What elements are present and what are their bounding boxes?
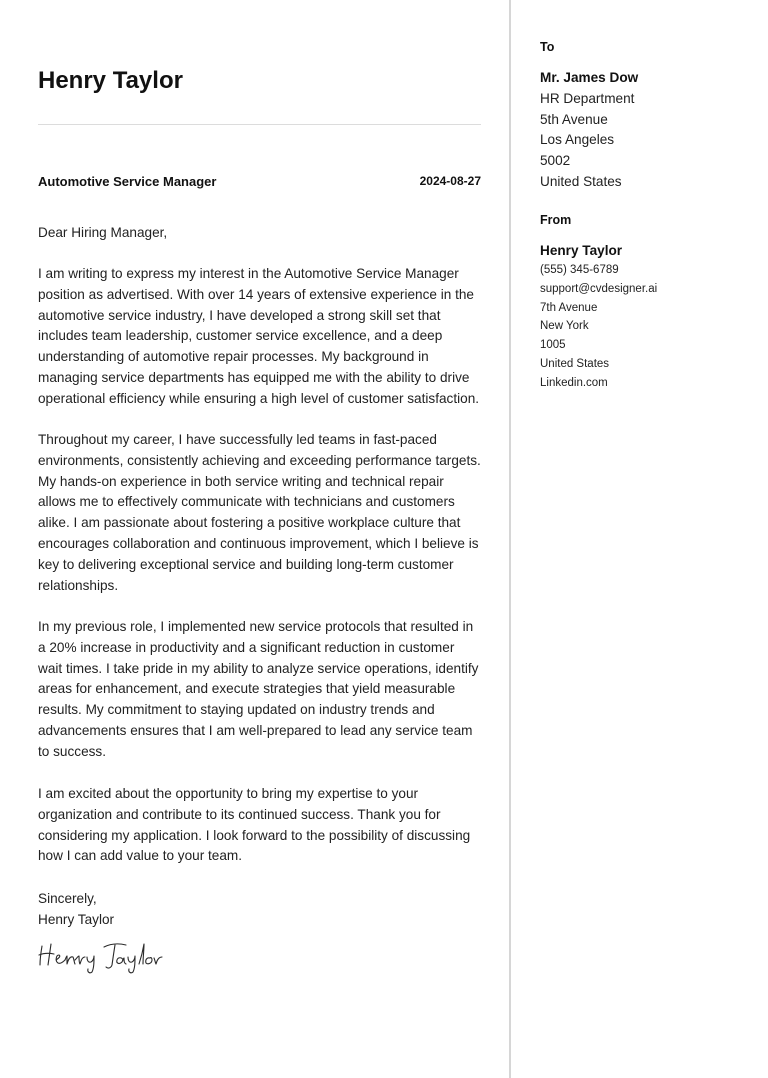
letter-paragraph-1: I am writing to express my interest in the Automotive Service Manager position as advertised. With over 14 years of extensive experience in the automotive service industry, I have developed a strong skill set that includes team leadership, customer service excellence, and a deep understanding of automotive repair processes. My background in managing service departments has equipped me with the ability to drive operational efficiency while ensuring a high level of customer satisfaction.: [38, 266, 480, 406]
sender-country: United States: [540, 357, 610, 370]
column-divider: [509, 0, 511, 1078]
job-title-row: [38, 174, 481, 192]
recipient-country: United States: [540, 173, 622, 189]
job-title: Automotive Service Manager: [38, 174, 217, 189]
closing-name: Henry Taylor: [38, 911, 115, 927]
sender-street: 7th Avenue: [540, 301, 598, 314]
letter-greeting: Dear Hiring Manager,: [38, 225, 168, 240]
closing-salutation: Sincerely,: [38, 891, 97, 906]
recipient-address: [540, 68, 638, 193]
letter-paragraph-2: Throughout my career, I have successfully led teams in fast-paced environments, consistently achieving and exceeding performance targets. My hands-on experience in both service writing and technical repair allows me to effectively communicate with technicians and customers alike. I am passionate about fostering a positive workplace culture that encourages collaboration and continuous improvement, which I believe is key to delivering exceptional service and building long-term customer relationships.: [38, 432, 481, 593]
sender-contact: [540, 241, 657, 393]
recipient-street: 5th Avenue: [540, 111, 608, 127]
to-label: To: [540, 40, 555, 54]
sender-zip: 1005: [540, 339, 566, 352]
sender-email: support@cvdesigner.ai: [540, 282, 658, 295]
header-divider: [38, 124, 481, 125]
recipient-city: Los Angeles: [540, 132, 615, 148]
sender-name-heading: Henry Taylor: [38, 67, 183, 94]
letter-closing: [38, 889, 481, 931]
recipient-zip: 5002: [540, 153, 571, 169]
recipient-name: Mr. James Dow: [540, 70, 639, 85]
from-label: From: [540, 213, 572, 227]
sender-contact-name: Henry Taylor: [540, 243, 623, 258]
sender-website: Linkedin.com: [540, 376, 608, 389]
sender-city: New York: [540, 320, 589, 333]
sender-phone: (555) 345-6789: [540, 264, 619, 276]
recipient-department: HR Department: [540, 90, 635, 106]
handwritten-signature: [38, 938, 178, 974]
letter-paragraph-3: In my previous role, I implemented new service protocols that resulted in a 20% increase in productivity and a significant reduction in customer wait times. I take pride in my ability to analyze service operations, identify areas for enhancement, and execute strategies that yield measurable results. My commitment to staying updated on industry trends and advancements ensures that I am well-prepared to lead any service team to success.: [38, 619, 479, 759]
letter-paragraph-4: I am excited about the opportunity to bring my expertise to your organization and contribute to its continued success. Thank you for considering my application. I look forward to the possibility of discussing how I can add value to your team.: [38, 786, 471, 864]
letter-date: 2024-08-27: [419, 174, 481, 188]
